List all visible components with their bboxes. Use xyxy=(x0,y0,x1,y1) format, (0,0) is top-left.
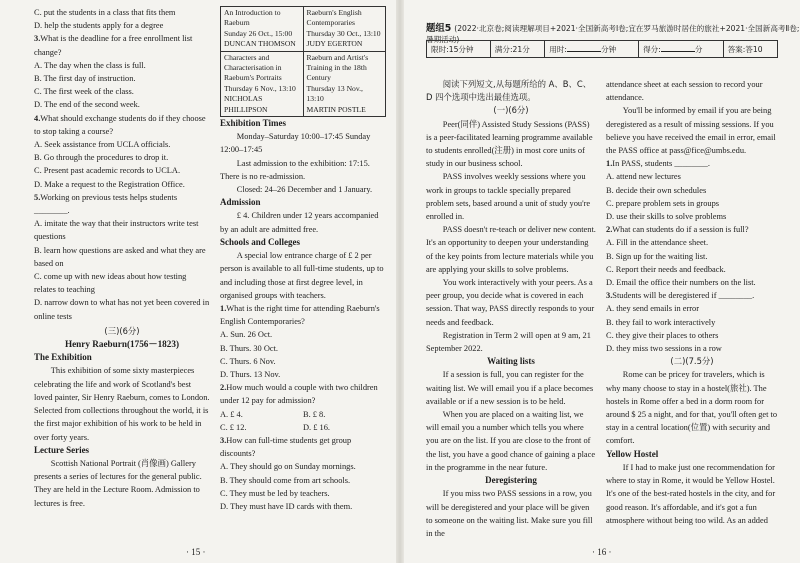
paragraph: attendance sheet at each session to record your attendance. xyxy=(606,80,763,103)
section-heading: (二)(7.5分) xyxy=(670,356,714,367)
option: C. They must be led by teachers. xyxy=(220,488,330,498)
time-cell: 满分:21分 xyxy=(490,41,544,58)
option: A. attend new lectures xyxy=(606,172,681,182)
paragraph: Last admission to the exhibition: 17:15. There is no re-admission. xyxy=(220,158,370,181)
subheading-yellow-hostel: Yellow Hostel xyxy=(606,448,659,459)
section-heading: (一)(6分) xyxy=(493,105,529,116)
option: B. Sign up for the waiting list. xyxy=(606,251,708,261)
question-1: 1.In PASS, students ________. xyxy=(606,159,710,169)
question-4: 4.What should exchange students do if they choose to stop taking a course? xyxy=(34,113,206,136)
option: C. Present past academic records to UCLA. xyxy=(34,166,181,176)
option: D. help the students apply for a degree xyxy=(34,21,164,31)
lecture-cell: Raeburn's English Contemporaries Thursday 30 Oct., 13:10 JUDY EGERTON xyxy=(303,7,386,52)
paragraph: Rome can be pricey for travelers, which is why many choose to stay in a hostel(旅社). The hostels in Rome offer a bed in a dorm room for around $ 25 a night, and for that, you'll often get to stay in a central location(位置) with security and comfort. xyxy=(606,370,778,446)
paragraph: This exhibition of some sixty masterpieces celebrating the life and work of Scotland's best loved painter, Sir Henry Raeburn, comes to London. Selected from collections throughout the world, it is the first major exhibition of his work to be held in over forty years. xyxy=(34,366,210,442)
option: D. Email the office their numbers on the list. xyxy=(606,278,756,288)
section-heading: (三)(6分) xyxy=(104,325,140,336)
paragraph: If I had to make just one recommendation for where to stay in Rome, it would be Yellow Hostel. It's one of the best-rated hostels in the city, and for good reason. It's affordable, and it's got a fun atmosphere without being too wild. As an added xyxy=(606,462,776,525)
paragraph: A special low entrance charge of £ 2 per person is available to all full-time students, up to and including those at first degree level, in organised groups with teachers. xyxy=(220,251,384,300)
subheading-admission: Admission xyxy=(220,197,261,208)
passage-title: Henry Raeburn(1756－1823) xyxy=(64,339,180,350)
option: D. They must have ID cards with them. xyxy=(220,501,353,511)
option: D. The end of the second week. xyxy=(34,100,140,110)
option: A. Fill in the attendance sheet. xyxy=(606,238,709,248)
paragraph: You'll be informed by email if you are being deregistered as a result of missing sessions. If you believe you have received the email in error, email the PASS office at pass@fice@umbs.edu. xyxy=(606,106,776,156)
paragraph: Monday–Saturday 10:00–17:45 Sunday 12:00–17:45 xyxy=(220,132,371,155)
option: C. Thurs. 6 Nov. xyxy=(220,356,276,366)
option: D. they miss two sessions in a row xyxy=(606,344,722,354)
option-row: A. £ 4. B. £ 8. xyxy=(220,409,326,419)
subheading-schools: Schools and Colleges xyxy=(220,236,301,247)
option: A. they send emails in error xyxy=(606,304,700,314)
left-page xyxy=(0,0,398,563)
time-cell: 答案:答10 xyxy=(723,41,777,58)
subheading-exhibition: The Exhibition xyxy=(34,352,92,363)
lecture-table xyxy=(220,6,386,117)
question-3: 3.How can full-time students get group discounts? xyxy=(220,435,352,459)
option: C. come up with new ideas about how testing relates to teaching xyxy=(34,272,187,295)
question-2: 2.What can students do if a session is full? xyxy=(606,225,749,235)
lecture-cell: An Introduction to Raeburn Sunday 26 Oct., 15:00 DUNCAN THOMSON xyxy=(221,7,304,52)
subheading-waiting: Waiting lists xyxy=(487,356,535,367)
time-table xyxy=(426,40,778,58)
option: D. Make a request to the Registration Office. xyxy=(34,179,185,189)
option: C. The first week of the class. xyxy=(34,87,134,97)
time-cell: 用时: 分钟 xyxy=(545,41,639,58)
right-column-b xyxy=(606,78,778,527)
group-header: 题组5 (2022·北京卷;阅读理解项目+2021·全国新高考Ⅰ卷;宜在罗马旅游时居住的旅社+2021·全国新高考Ⅱ卷;暑期活动) xyxy=(426,23,800,44)
option-row: C. £ 12. D. £ 16. xyxy=(220,422,330,432)
paragraph: If you miss two PASS sessions in a row, you will be deregistered and your place will be given to someone on the waiting list. Make sure you fill in the xyxy=(426,489,593,538)
instructions: 阅读下列短文,从每题所给的 A、B、C、D 四个选项中选出最佳选项。 xyxy=(426,79,592,103)
option: B. Go through the procedures to drop it. xyxy=(34,153,169,163)
option: B. The first day of instruction. xyxy=(34,74,136,84)
paragraph: Closed: 24–26 December and 1 January. xyxy=(236,185,373,195)
question-3: 3.What is the deadline for a free enrollment list change? xyxy=(34,34,193,57)
paragraph: PASS involves weekly sessions where you work in groups to tackle specially prepared problem sets, based around a unit of study you're enrolled in. xyxy=(426,172,591,222)
option: C. prepare problem sets in groups xyxy=(606,198,720,208)
lecture-cell: Characters and Characterisation in Raeburn's Portraits Thursday 6 Nov., 13:10 NICHOLAS PHILLIPSON xyxy=(221,51,304,116)
subheading-deregistering: Deregistering xyxy=(485,475,537,486)
option: C. Report their needs and feedback. xyxy=(606,264,726,274)
question-2: 2.How much would a couple with two children under 12 pay for admission? xyxy=(220,383,378,406)
left-column-a xyxy=(34,6,210,510)
option: B. they fail to work interactively xyxy=(606,317,716,327)
lecture-cell: Raeburn and Artist's Training in the 18th Century Thursday 13 Nov., 13:10 MARTIN POSTLE xyxy=(303,51,386,116)
option: C. put the students in a class that fits them xyxy=(34,8,176,17)
option: B. Thurs. 30 Oct. xyxy=(220,343,279,353)
paragraph: If a session is full, you can register for the waiting list. We will email you if a place becomes available or if a new session is to be held. xyxy=(426,370,594,406)
left-column-b xyxy=(220,6,386,513)
paragraph: Registration in Term 2 will open at 9 am, 21 September 2022. xyxy=(426,330,591,354)
option: A. Sun. 26 Oct. xyxy=(220,330,273,340)
paragraph: You work interactively with your peers. As a peer group, you decide what is covered in each session. That way, PASS directly responds to your needs and feedback. xyxy=(426,278,595,327)
page-number: · 16 · xyxy=(592,547,612,557)
option: D. Thurs. 13 Nov. xyxy=(220,369,281,379)
option: A. Seek assistance from UCLA officials. xyxy=(34,140,171,150)
option: B. They should come from art schools. xyxy=(220,475,351,485)
paragraph: When you are placed on a waiting list, we will email you a number which tells you where you are on the list. If you are close to the front of the list, you have a good chance of gaining a place in the programme in the near future. xyxy=(426,410,596,472)
time-cell: 限时:15分钟 xyxy=(427,41,491,58)
paragraph: Scottish National Portrait (肖像画) Gallery presents a series of lectures for the general public. They are held in the Lecture Room. Admission to lectures is free. xyxy=(34,458,202,508)
page-number: · 15 · xyxy=(186,547,206,557)
option: D. narrow down to what has not yet been covered in online tests xyxy=(34,298,210,321)
time-cell: 得分: 分 xyxy=(639,41,723,58)
option: A. The day when the class is full. xyxy=(34,60,146,70)
option: C. they give their places to others xyxy=(606,330,719,340)
option: D. use their skills to solve problems xyxy=(606,212,727,222)
paragraph: PASS doesn't re-teach or deliver new content. It's an opportunity to deepen your understanding of the key points from lecture materials while you are applying your skills to solve problems. xyxy=(426,225,596,274)
question-1: 1.What is the right time for attending Raeburn's English Contemporaries? xyxy=(220,303,380,327)
option: A. imitate the way that their instructors write test questions xyxy=(34,219,199,242)
option: A. They should go on Sunday mornings. xyxy=(220,462,356,472)
question-5: 5.Working on previous tests helps students ________. xyxy=(34,192,178,216)
paragraph: £ 4. Children under 12 years accompanied by an adult are admitted free. xyxy=(220,211,379,234)
paragraph: Peer(同伴) Assisted Study Sessions (PASS) is a peer-facilitated learning programme available to students enrolled(注册) in most core units of study in our business school. xyxy=(426,119,593,169)
option: B. learn how questions are asked and what they are based on xyxy=(34,245,206,268)
right-column-a xyxy=(426,78,596,540)
right-page xyxy=(402,0,800,563)
question-3: 3.Students will be deregistered if ________. xyxy=(606,291,755,301)
subheading-times: Exhibition Times xyxy=(220,118,286,129)
subheading-lecture: Lecture Series xyxy=(34,444,90,455)
option: B. decide their own schedules xyxy=(606,185,707,195)
